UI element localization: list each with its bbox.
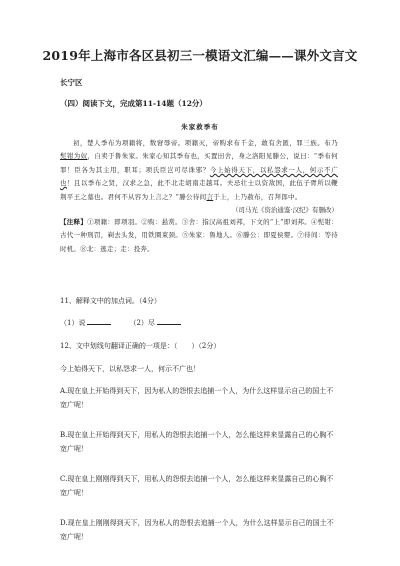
passage-segment: 臣各为其主用，职耳；项氏臣岂可尽诛邪？ [74, 165, 210, 174]
question-12: 12、文中划线句翻译正确的一项是：（ ）（2分） [60, 342, 221, 350]
passage-text [60, 137, 338, 204]
document-title: 2019年上海市各区县初三一模语文汇编——课外文言文 [42, 48, 358, 63]
question-11-item-2: （2）尽 [129, 319, 155, 327]
answer-blank[interactable] [157, 318, 181, 325]
passage-segment: 初，楚人季布为项籍将，数窘辱帝。项籍灭，帝购求布千金，敢有舍匿，罪三族。布乃 [73, 139, 338, 147]
question-11-item-1: （1）说 [60, 319, 86, 327]
option-b[interactable]: B.现在皇上开始得到天下，用私人的怨恨去追捕一个人，怎么能这样来显露自己的心胸不宽广呢！ [60, 431, 334, 453]
passage-segment: ！且以季布之贤，汉求之急，此不北走胡南走越耳。 [66, 179, 227, 188]
passage-source: （司马光《资治通鉴·汉纪》有删改） [231, 206, 338, 214]
passage-segment: 夫忌壮士以资敌国，此伍子胥所以鞭荆平王之墓也。君何不从容为上言之？”滕公待间 [60, 179, 338, 201]
passage-segment: ，自卖于鲁朱家。朱家心知其季布也，买置田舍，身之洛阳见滕公，说曰：“季布何罪！ [60, 152, 338, 174]
answer-blank[interactable] [87, 318, 111, 325]
annotations-text: ①项籍：即项羽。②购：悬赏。③舍：指汉高祖刘邦，下文的“上”即刘邦。④髡钳：古代一种刑罚，剃去头发，用铁圈束颈。⑤朱家：鲁地人。⑥滕公：即夏侯婴。⑦待间：等待时机。⑧北：逃走；走：投奔。 [60, 218, 338, 253]
question-12-sentence: 今上始得天下，以私怨求一人，何示不广也！ [60, 365, 200, 373]
passage-segment: 于上，上乃赦布，召拜郎中。 [213, 192, 302, 201]
district-label: 长宁区 [60, 78, 83, 87]
underlined-word: 言 [206, 192, 214, 201]
underlined-sentence: 今上始得天下，以私怨求一人，何示不广也 [60, 165, 338, 188]
option-a[interactable]: A.现在皇上开始得到天下，因为私人的怨恨去追捕一个人，为什么这样显示自己的国土不宽广呢！ [60, 387, 334, 409]
annotations-lead: 【注释】 [60, 218, 88, 226]
option-d[interactable]: D.现在皇上刚刚得到天下，因为私人的怨恨去追捕一个人，为什么这样显示自己的国土不宽广呢！ [60, 519, 334, 541]
option-c[interactable]: C.现在皇上刚刚得到天下，用私人的怨恨去追捕一个人，怎么能这样来显露自己的心胸不宽广呢！ [60, 475, 334, 497]
underlined-word: 髡钳为奴 [60, 152, 88, 161]
section-header: （四）阅读下文，完成第11-14题（12分） [60, 99, 207, 108]
question-11: 11、解释文中的加点词。（4分） [60, 297, 161, 305]
annotations [60, 216, 338, 256]
question-11-items [60, 318, 183, 328]
passage-title: 朱家救季布 [181, 123, 219, 131]
